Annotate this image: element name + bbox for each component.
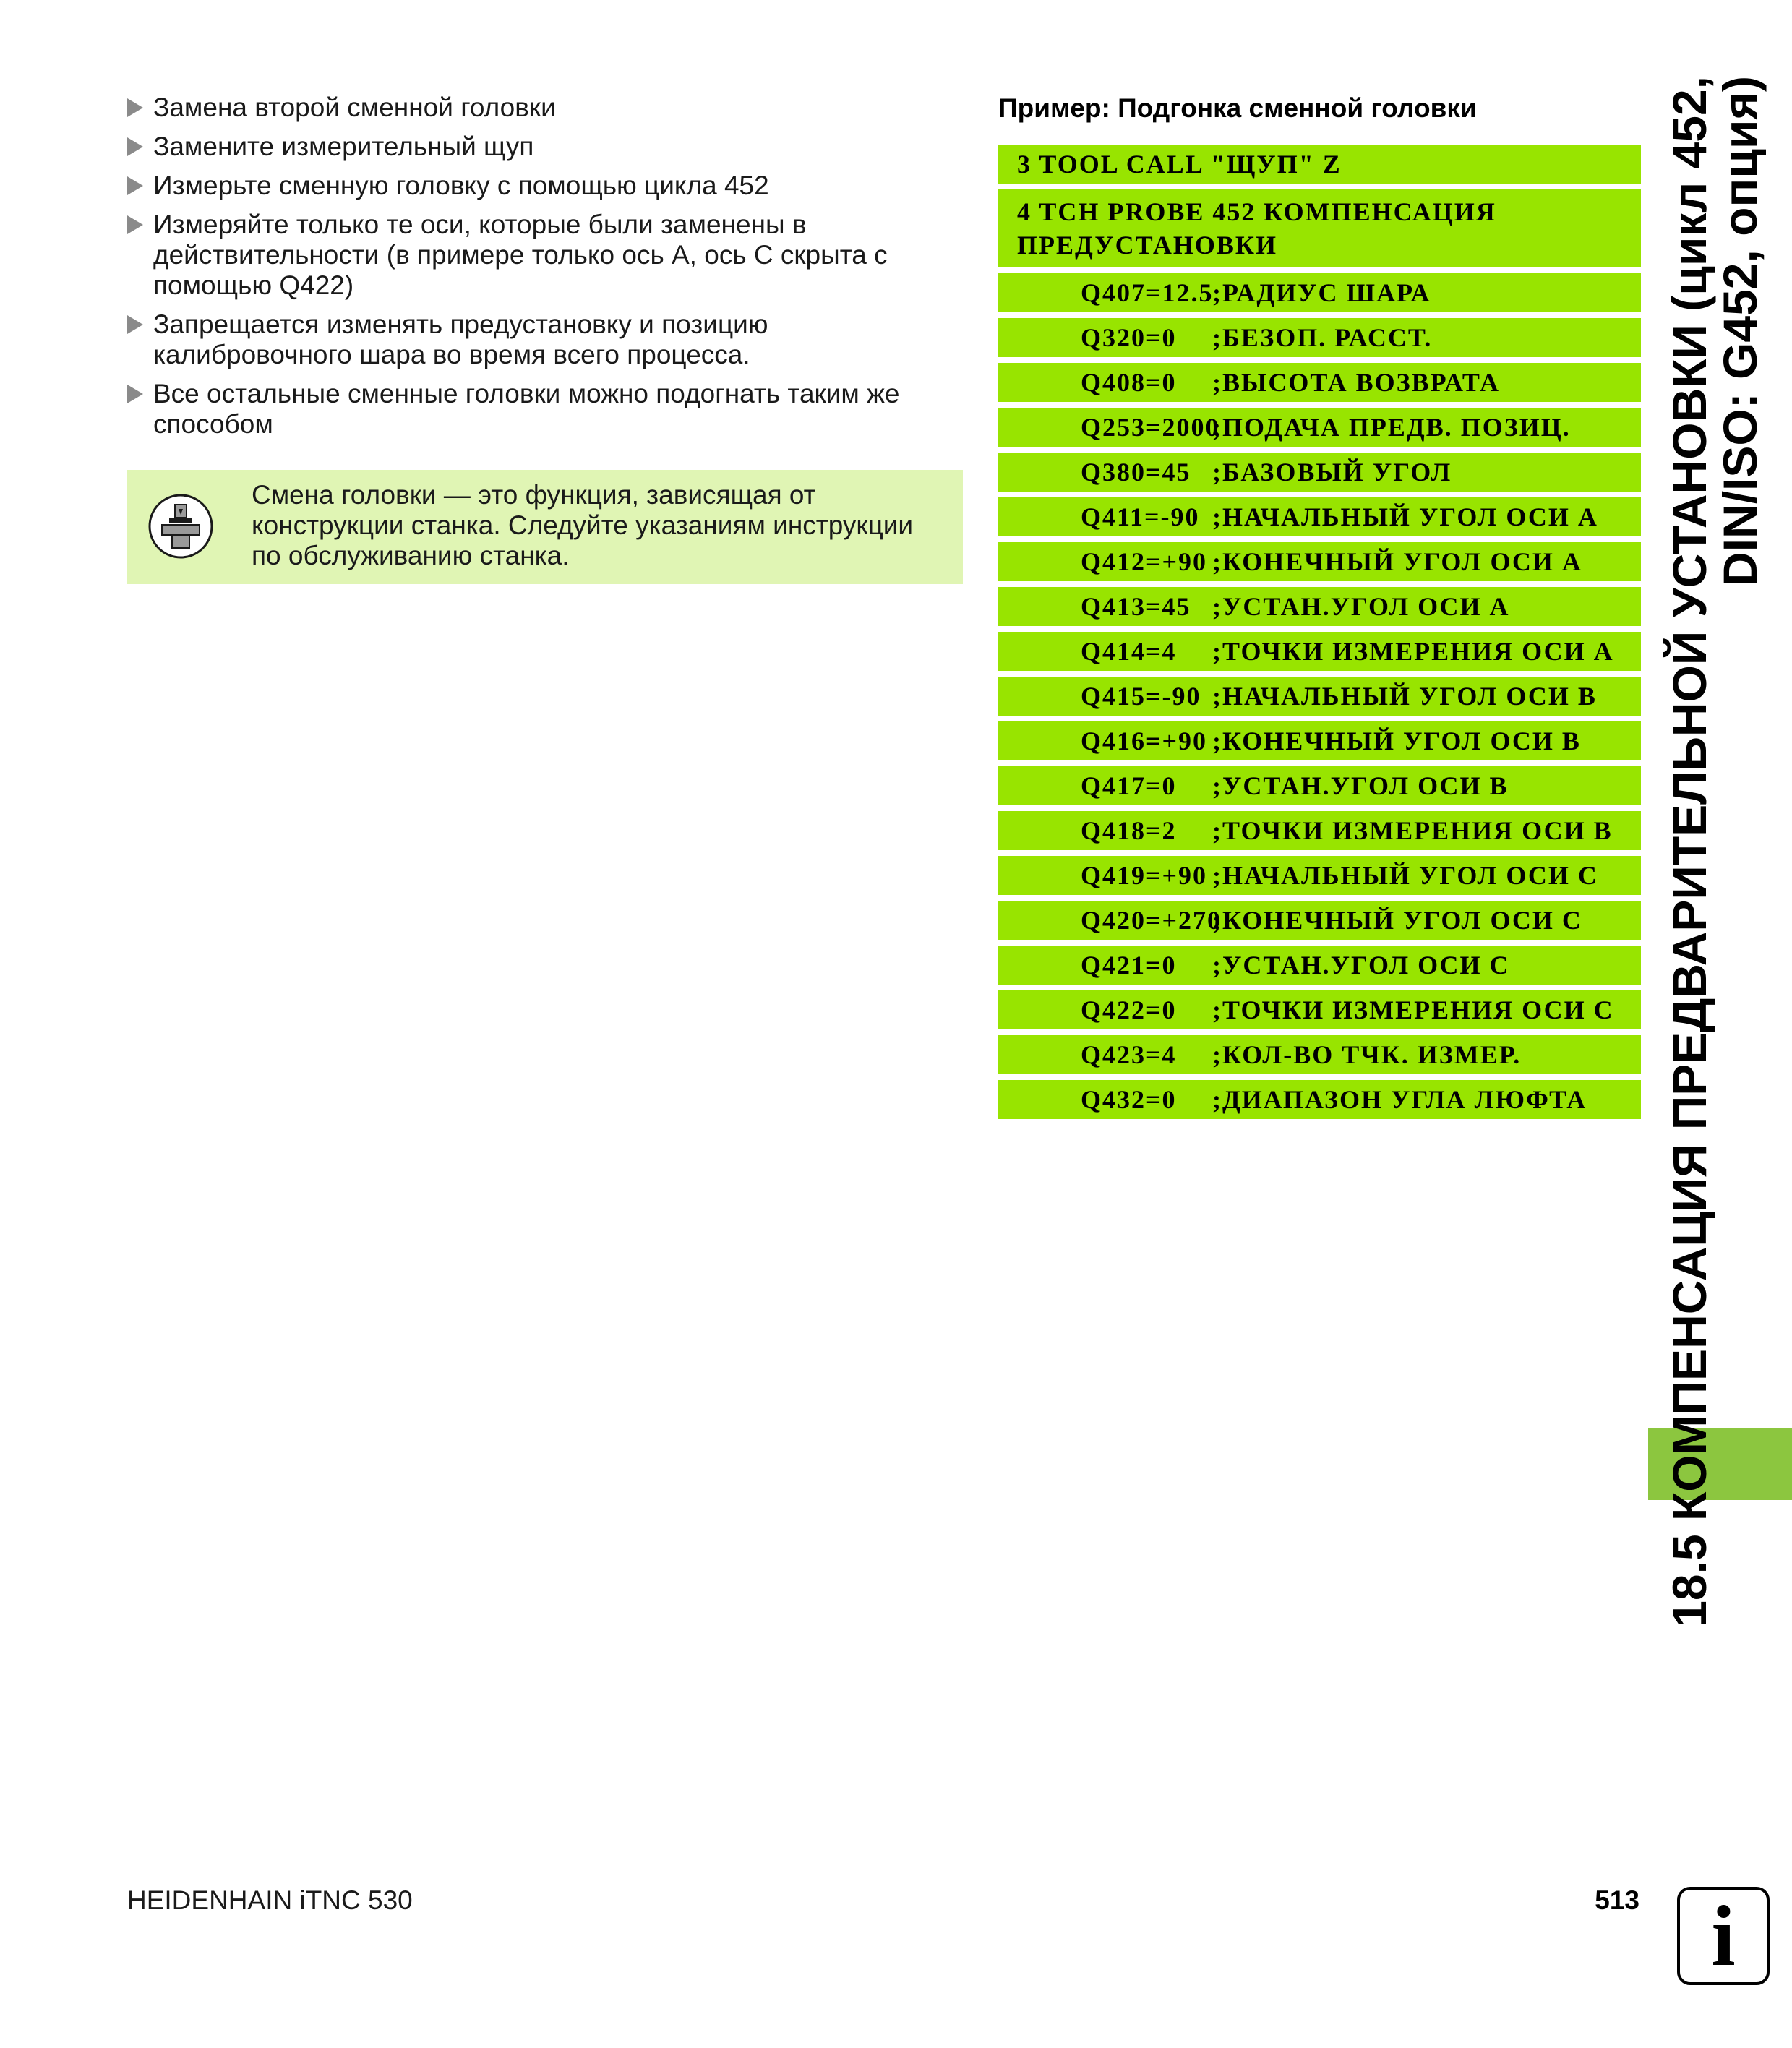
- parameter-comment: ;НАЧАЛЬНЫЙ УГОЛ ОСИ C: [1212, 861, 1598, 890]
- parameter-line: [998, 766, 1641, 805]
- parameter-line: [998, 946, 1641, 985]
- program-line: 4 TCH PROBE 452 КОМПЕНСАЦИЯ ПРЕДУСТАНОВКИ: [998, 189, 1641, 267]
- parameter-code: Q253=2000: [1081, 413, 1220, 442]
- parameter-code: Q422=0: [1081, 995, 1177, 1024]
- parameter-code: Q417=0: [1081, 771, 1177, 800]
- parameter-comment: ;ВЫСОТА ВОЗВРАТА: [1212, 368, 1501, 397]
- parameter-line: [998, 273, 1641, 312]
- parameter-code: Q407=12.5: [1081, 278, 1214, 307]
- program-line: 3 TOOL CALL "ЩУП" Z: [998, 145, 1641, 184]
- page-number: 513: [1595, 1885, 1639, 1915]
- parameter-line: [998, 811, 1641, 850]
- parameter-code: Q423=4: [1081, 1040, 1177, 1069]
- bullet-triangle-icon: [127, 315, 143, 334]
- parameter-line: [998, 542, 1641, 581]
- parameter-comment: ;КОЛ-ВО ТЧК. ИЗМЕР.: [1212, 1040, 1522, 1069]
- parameter-comment: ;ТОЧКИ ИЗМЕРЕНИЯ ОСИ C: [1212, 995, 1614, 1024]
- bullet-triangle-icon: [127, 176, 143, 195]
- parameter-code: Q320=0: [1081, 323, 1177, 352]
- parameter-line: [998, 318, 1641, 357]
- parameter-comment: ;УСТАН.УГОЛ ОСИ A: [1212, 592, 1510, 621]
- parameter-code: Q414=4: [1081, 637, 1177, 666]
- parameter-code: Q415=-90: [1081, 682, 1201, 711]
- parameter-line: [998, 721, 1641, 760]
- parameter-comment: ;УСТАН.УГОЛ ОСИ B: [1212, 771, 1509, 800]
- parameter-line: [998, 587, 1641, 626]
- bullet-triangle-icon: [127, 137, 143, 156]
- parameter-line: [998, 497, 1641, 536]
- list-item: Замените измерительный щуп: [127, 132, 937, 162]
- info-icon: [1677, 1887, 1770, 1985]
- parameter-comment: ;КОНЕЧНЫЙ УГОЛ ОСИ A: [1212, 547, 1582, 576]
- parameter-line: [998, 990, 1641, 1029]
- parameter-comment: ;РАДИУС ШАРА: [1212, 278, 1431, 307]
- parameter-code: Q419=+90: [1081, 861, 1208, 890]
- parameter-comment: ;ТОЧКИ ИЗМЕРЕНИЯ ОСИ A: [1212, 637, 1614, 666]
- bullet-triangle-icon: [127, 98, 143, 117]
- list-item: Замена второй сменной головки: [127, 93, 937, 123]
- parameter-comment: ;БАЗОВЫЙ УГОЛ: [1212, 458, 1452, 487]
- parameter-comment: ;ДИАПАЗОН УГЛА ЛЮФТА: [1212, 1085, 1587, 1114]
- info-letter: i: [1711, 1888, 1736, 1984]
- list-item: Запрещается изменять предустановку и позицию калибровочного шара во время всего процесса.: [127, 309, 937, 370]
- parameter-code: Q420=+270: [1081, 906, 1222, 935]
- parameter-code: Q411=-90: [1081, 502, 1200, 531]
- section-title-line: 18.5 КОМПЕНСАЦИЯ ПРЕДВАРИТЕЛЬНОЙ УСТАНОВКИ (цикл 452,: [1663, 76, 1716, 1627]
- example-title: Пример: Подгонка сменной головки: [998, 93, 1477, 123]
- machine-dependent-icon: [147, 493, 214, 560]
- footer-product-name: HEIDENHAIN iTNC 530: [127, 1885, 413, 1915]
- parameter-comment: ;НАЧАЛЬНЫЙ УГОЛ ОСИ A: [1212, 502, 1598, 531]
- parameter-code: Q412=+90: [1081, 547, 1208, 576]
- parameter-comment: ;КОНЕЧНЫЙ УГОЛ ОСИ B: [1212, 727, 1581, 755]
- list-item: Измеряйте только те оси, которые были заменены в действительности (в примере только ось А, ось С скрыта с помощью Q422): [127, 210, 937, 301]
- list-item: Измерьте сменную головку с помощью цикла 452: [127, 171, 937, 201]
- section-title-line: DIN/ISO: G452, опция): [1713, 76, 1767, 586]
- parameter-code: Q408=0: [1081, 368, 1177, 397]
- parameter-line: [998, 632, 1641, 671]
- parameter-comment: ;ПОДАЧА ПРЕДВ. ПОЗИЦ.: [1212, 413, 1571, 442]
- instruction-list: [127, 93, 937, 448]
- bullet-triangle-icon: [127, 215, 143, 234]
- note-text: Смена головки — это функция, зависящая от конструкции станка. Следуйте указаниям инструкции по обслуживанию станка.: [252, 480, 914, 570]
- parameter-line: [998, 1035, 1641, 1074]
- parameter-comment: ;НАЧАЛЬНЫЙ УГОЛ ОСИ B: [1212, 682, 1597, 711]
- parameter-comment: ;КОНЕЧНЫЙ УГОЛ ОСИ C: [1212, 906, 1582, 935]
- parameter-line: [998, 856, 1641, 895]
- list-item: Все остальные сменные головки можно подогнать таким же способом: [127, 379, 937, 440]
- parameter-comment: ;БЕЗОП. РАССТ.: [1212, 323, 1433, 352]
- parameter-code: Q380=45: [1081, 458, 1191, 487]
- machine-note-box: [127, 470, 963, 584]
- parameter-code: Q432=0: [1081, 1085, 1177, 1114]
- parameter-code: Q413=45: [1081, 592, 1191, 621]
- parameter-comment: ;УСТАН.УГОЛ ОСИ C: [1212, 951, 1510, 980]
- parameter-line: [998, 453, 1641, 492]
- parameter-line: [998, 408, 1641, 447]
- parameter-code: Q416=+90: [1081, 727, 1208, 755]
- section-title: [1664, 76, 1765, 1666]
- nc-program-listing: [998, 145, 1641, 1125]
- parameter-code: Q418=2: [1081, 816, 1177, 845]
- parameter-line: [998, 677, 1641, 716]
- parameter-comment: ;ТОЧКИ ИЗМЕРЕНИЯ ОСИ B: [1212, 816, 1613, 845]
- bullet-triangle-icon: [127, 385, 143, 403]
- parameter-line: [998, 1080, 1641, 1119]
- parameter-line: [998, 901, 1641, 940]
- parameter-code: Q421=0: [1081, 951, 1177, 980]
- parameter-line: [998, 363, 1641, 402]
